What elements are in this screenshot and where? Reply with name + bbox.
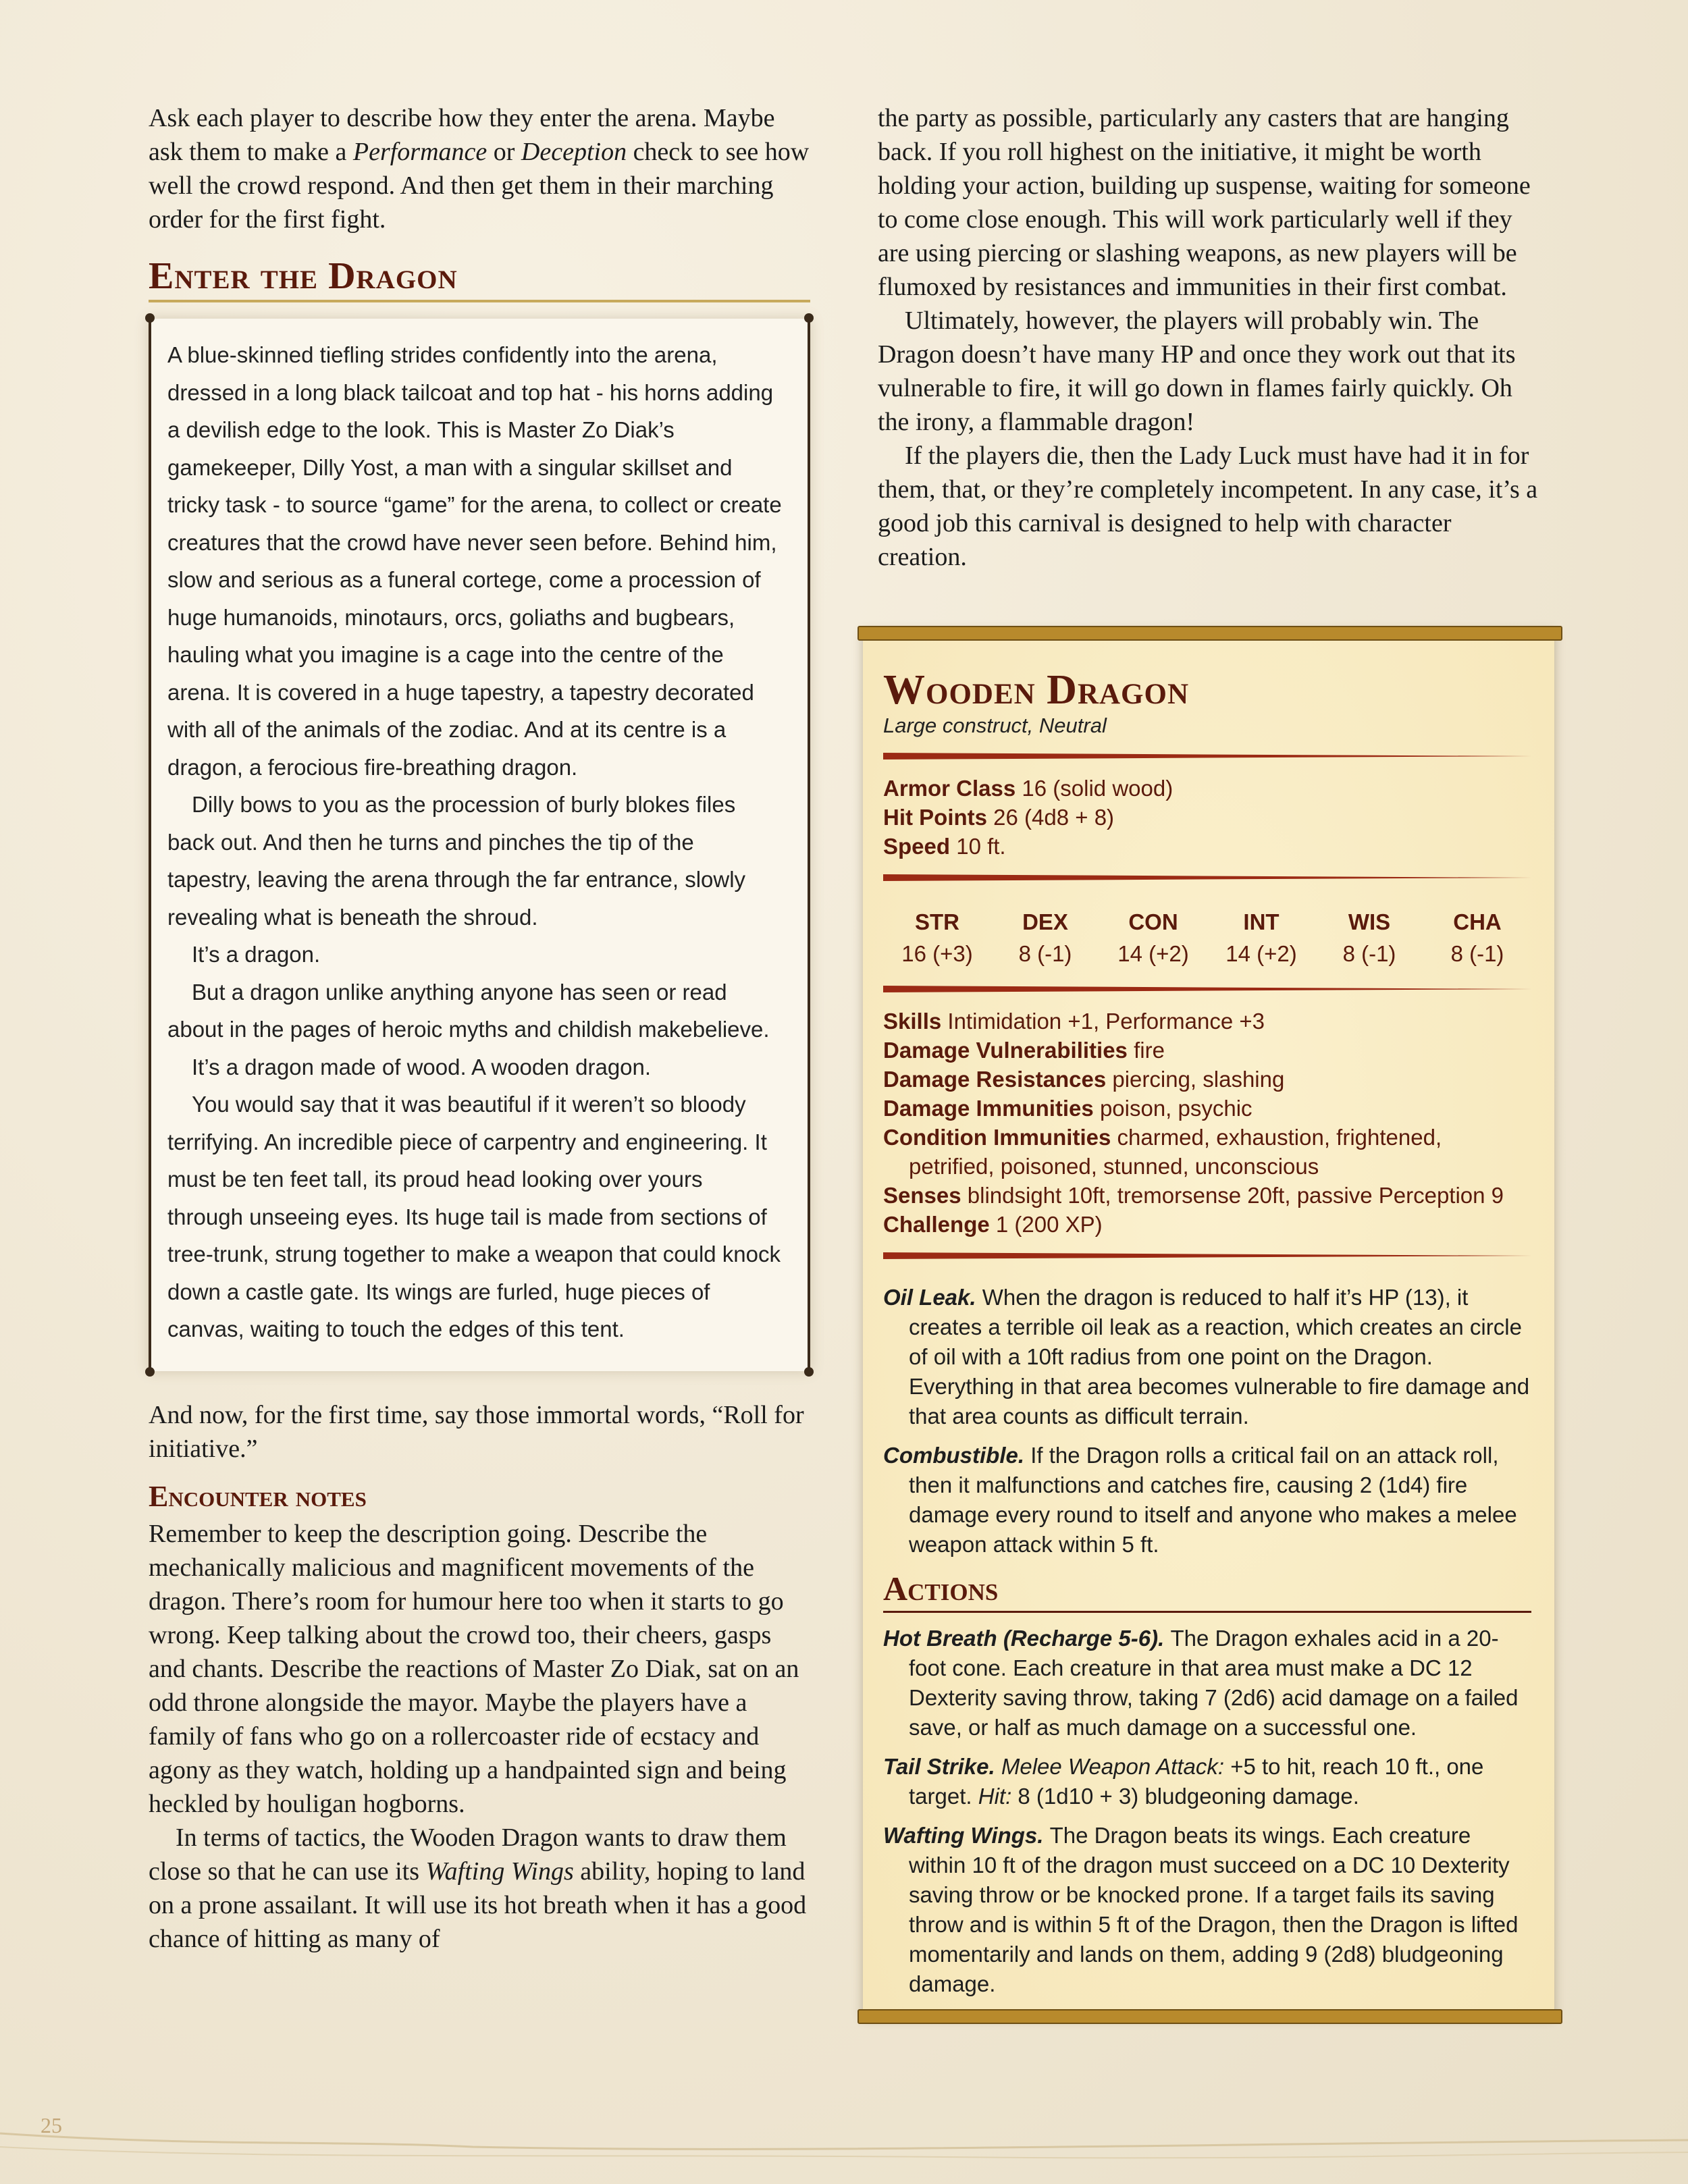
read-aloud-paragraph: You would say that it was beautiful if it weren’t so bloody terrifying. An incredible piece of carpentry and engineering. It must be ten feet tall, its proud head looking over yours through unseeing eyes. Its huge tail is made from sections of tree-trunk, strung together to make a weapon that could knock down a castle gate. Its wings are furled, huge pieces of canvas, waiting to touch the edges of this tent. — [167, 1092, 781, 1341]
read-aloud-paragraph: Dilly bows to you as the procession of burly blokes files back out. And then he turns and pinches the tip of the tapestry, leaving the arena through the far entrance, slowly revealing what is beneath the shroud. — [167, 792, 746, 930]
action-emphasis: Melee Weapon Attack: — [1001, 1754, 1225, 1779]
action-text: The Dragon beats its wings. Each creature within 10 ft of the dragon must succeed on a DC 10 Dexterity saving throw or be knocked prone. If a target fails its saving throw and is within 5 ft of the Dragon, then the Dragon is lifted momentarily and lands on them, adding 9 (2d8) bludgeoning damage. — [909, 1823, 1519, 1996]
ability-cha: CHA 8 (-1) — [1450, 909, 1504, 966]
action-name: Tail Strike. — [883, 1754, 1001, 1779]
prop-skills: Skills Intimidation +1, Performance +3 — [883, 1009, 1265, 1034]
intro-emphasis: Deception — [521, 138, 627, 166]
footer-ornament — [0, 2106, 1688, 2184]
stat-block-content — [883, 658, 1531, 2008]
actions-rule — [883, 1611, 1531, 1613]
page-number: 25 — [41, 2113, 62, 2137]
section-title: Enter the Dragon — [149, 255, 458, 297]
action-hot-breath — [883, 1624, 1531, 1742]
intro-text: Ask each player to describe how they enter the arena. Maybe ask them to make a — [149, 104, 775, 166]
prop-challenge: Challenge 1 (200 XP) — [883, 1212, 1103, 1237]
action-emphasis: Hit: — [978, 1784, 1012, 1809]
body-paragraph: If the players die, then the Lady Luck must have had it in for them, that, or they’re completely incompetent. In any case, it’s a good job this carnival is designed to help with character creation. — [878, 442, 1538, 571]
read-aloud-paragraph: A blue-skinned tiefling strides confidently into the arena, dressed in a long black tailcoat and top hat - his horns adding a devilish edge to the look. This is Master Zo Diak’s gamekeeper, Dilly Yost, a man with a singular skillset and tricky task - to source “game” for the arena, to collect or create creatures that the crowd have never seen before. Behind him, slow and serious as a funeral cortege, come a procession of huge humanoids, minotaurs, orcs, goliaths and bugbears, hauling what you imagine is a cage into the centre of the arena. It is covered in a huge tapestry, a tapestry decorated with all of the animals of the zodiac. And at its centre is a dragon, a ferocious fire-breathing dragon. — [167, 342, 782, 780]
body-paragraph: And now, for the first time, say those immortal words, “Roll for initiative.” — [149, 1400, 804, 1463]
armor-class: Armor Class 16 (solid wood) — [883, 776, 1173, 801]
stat-block — [863, 631, 1554, 2019]
body-paragraph: Ultimately, however, the players will probably win. The Dragon doesn’t have many HP and once they work out that its vulnerable to fire, it will go down in flames fairly quickly. Oh the irony, a flammable dragon! — [878, 307, 1516, 436]
intro-paragraph — [149, 101, 810, 236]
prop-damage-resistances: Damage Resistances piercing, slashing — [883, 1067, 1285, 1092]
hit-points: Hit Points 26 (4d8 + 8) — [883, 805, 1115, 830]
corner-dot-icon — [145, 1367, 155, 1377]
speed: Speed 10 ft. — [883, 834, 1006, 859]
notes-text: ability, hoping to land on a prone assailant. It will use its hot breath when it has a good chance of hitting as many of — [149, 1857, 807, 1953]
taper-divider — [883, 984, 1531, 994]
taper-divider — [883, 1251, 1531, 1260]
notes-text: In terms of tactics, the Wooden Dragon wants to draw them close so that he can use its — [149, 1823, 787, 1886]
prop-damage-immunities: Damage Immunities poison, psychic — [883, 1096, 1252, 1121]
trait-oil-leak: Oil Leak. When the dragon is reduced to half it’s HP (13), it creates a terrible oil leak as a reaction, which creates an circle of oil with a 10ft radius from one point on the Dragon. Everything in that area becomes vulnerable to fire damage and that area counts as difficult terrain. — [883, 1285, 1530, 1429]
monster-type: Large construct, Neutral — [883, 714, 1107, 737]
taper-divider — [883, 751, 1531, 761]
action-name: Hot Breath (Recharge 5-6). — [883, 1626, 1171, 1651]
monster-name: Wooden Dragon — [883, 667, 1190, 713]
corner-dot-icon — [804, 1367, 814, 1377]
ability-con: CON 14 (+2) — [1117, 909, 1189, 966]
intro-text: check to see how well the crowd respond. And then get them in their marching order for the first fight. — [149, 138, 810, 234]
ability-int: INT 14 (+2) — [1225, 909, 1297, 966]
trait-combustible: Combustible. If the Dragon rolls a critical fail on an attack roll, then it malfunctions and catches fire, causing 2 (1d4) fire damage every round to itself and anyone who makes a melee weapon attack within 5 ft. — [883, 1443, 1517, 1557]
corner-dot-icon — [145, 313, 155, 323]
body-paragraph: the party as possible, particularly any casters that are hanging back. If you roll highest on the initiative, it might be worth holding your action, building up suspense, waiting for someone to come close enough. This will work particularly well if they are using piercing or slashing weapons, as new players will be flumoxed by resistances and immunities in their first combat. — [878, 104, 1531, 301]
intro-emphasis: Performance — [352, 138, 487, 166]
action-name: Wafting Wings. — [883, 1823, 1050, 1848]
section-rule — [149, 300, 810, 302]
action-text: The Dragon exhales acid in a 20-foot cone. Each creature in that area must make a DC 12 Dexterity saving throw, taking 7 (2d6) acid damage on a failed save, or half as much damage on a successful one. — [909, 1626, 1519, 1740]
prop-damage-vulnerabilities: Damage Vulnerabilities fire — [883, 1038, 1165, 1063]
body-paragraph: Remember to keep the description going. Describe the mechanically malicious and magnificent movements of the dragon. There’s room for humour here too when it starts to go wrong. Keep talking about the crowd too, their cheers, gasps and chants. Describe the reactions of Master Zo Diak, sat on an odd throne alongside the mayor. Maybe the players have a family of fans who go on a rollercoaster ride of ecstacy and agony as they watch, holding up a handpainted sign and being heckled by houligan hogborns. — [149, 1519, 799, 1818]
actions-heading: Actions — [883, 1570, 999, 1607]
read-aloud-paragraph: It’s a dragon made of wood. A wooden dragon. — [192, 1054, 652, 1080]
ability-wis: WIS 8 (-1) — [1342, 909, 1396, 966]
action-wafting-wings — [883, 1821, 1531, 1999]
ability-str: STR 16 (+3) — [901, 909, 973, 966]
action-text: 8 (1d10 + 3) bludgeoning damage. — [1011, 1784, 1359, 1809]
right-column — [878, 101, 1539, 574]
action-text: +5 to hit, reach 10 ft., one target. — [909, 1754, 1484, 1809]
ability-dex: DEX 8 (-1) — [1018, 909, 1072, 966]
intro-text: or — [487, 138, 521, 166]
read-aloud-paragraph: It’s a dragon. — [192, 942, 321, 967]
ability-scores — [883, 906, 1531, 969]
stat-block-top-bar — [858, 626, 1562, 641]
stat-block-bottom-bar — [858, 2009, 1562, 2024]
read-aloud-paragraph: But a dragon unlike anything anyone has seen or read about in the pages of heroic myths and childish makebelieve. — [167, 979, 770, 1042]
notes-emphasis: Wafting Wings — [425, 1857, 574, 1886]
prop-senses: Senses blindsight 10ft, tremorsense 20ft, passive Perception 9 — [883, 1183, 1504, 1208]
body-paragraph — [149, 1821, 810, 1956]
prop-condition-immunities: Condition Immunities charmed, exhaustion, frightened, petrified, poisoned, stunned, unconscious — [883, 1125, 1442, 1179]
taper-divider — [883, 873, 1531, 882]
read-aloud-box — [149, 319, 810, 1371]
action-tail-strike — [883, 1752, 1531, 1811]
corner-dot-icon — [804, 313, 814, 323]
subsection-title: Encounter notes — [149, 1479, 367, 1513]
left-column — [149, 101, 810, 1956]
